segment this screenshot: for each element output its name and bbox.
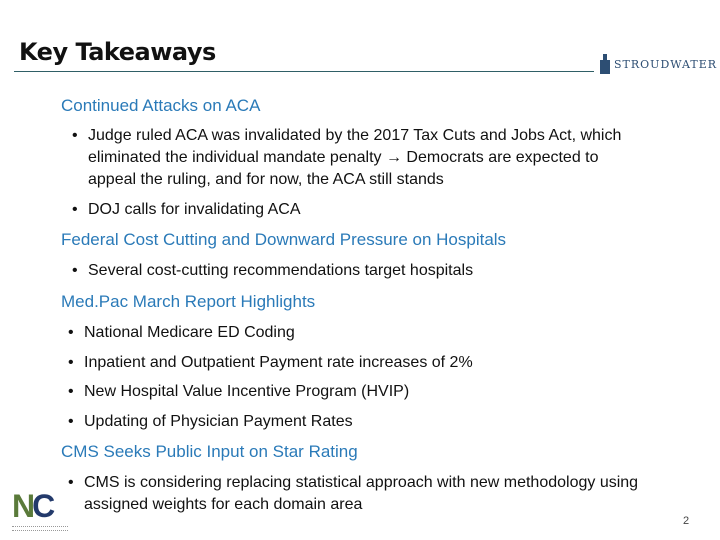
list-item: • DOJ calls for invalidating ACA: [88, 199, 668, 221]
list-item: • CMS is considering replacing statistical approach with new methodology using assigned weights for each domain area: [84, 472, 669, 516]
list-item: • National Medicare ED Coding: [84, 322, 664, 344]
list-item: • New Hospital Value Incentive Program (HVIP): [84, 381, 664, 403]
list-item: • Inpatient and Outpatient Payment rate increases of 2%: [84, 352, 664, 374]
brand-name: STROUDWATER: [614, 57, 718, 71]
page-number: 2: [683, 515, 690, 527]
section-heading: Med.Pac March Report Highlights: [61, 292, 316, 311]
lighthouse-icon: [600, 54, 610, 74]
nc-logo: [12, 490, 68, 531]
section-heading: Continued Attacks on ACA: [61, 96, 261, 115]
list-item: • Updating of Physician Payment Rates: [84, 411, 664, 433]
section-heading: Federal Cost Cutting and Downward Pressure on Hospitals: [61, 230, 507, 249]
list-item: • Judge ruled ACA was invalidated by the 2017 Tax Cuts and Jobs Act, which eliminated the individual mandate penalty → Democrats are expected to appeal the ruling, and for now, the ACA still stands: [88, 125, 648, 191]
title-divider: [14, 71, 594, 72]
list-item: • Several cost-cutting recommendations target hospitals: [88, 260, 668, 282]
stroudwater-logo: [600, 54, 717, 74]
slide-title: Key Takeaways: [19, 38, 216, 66]
logo-subtext: [12, 526, 68, 531]
section-heading: CMS Seeks Public Input on Star Rating: [61, 442, 358, 461]
logo-letter-c: C: [32, 488, 53, 524]
logo-letter-n: N: [12, 488, 33, 524]
